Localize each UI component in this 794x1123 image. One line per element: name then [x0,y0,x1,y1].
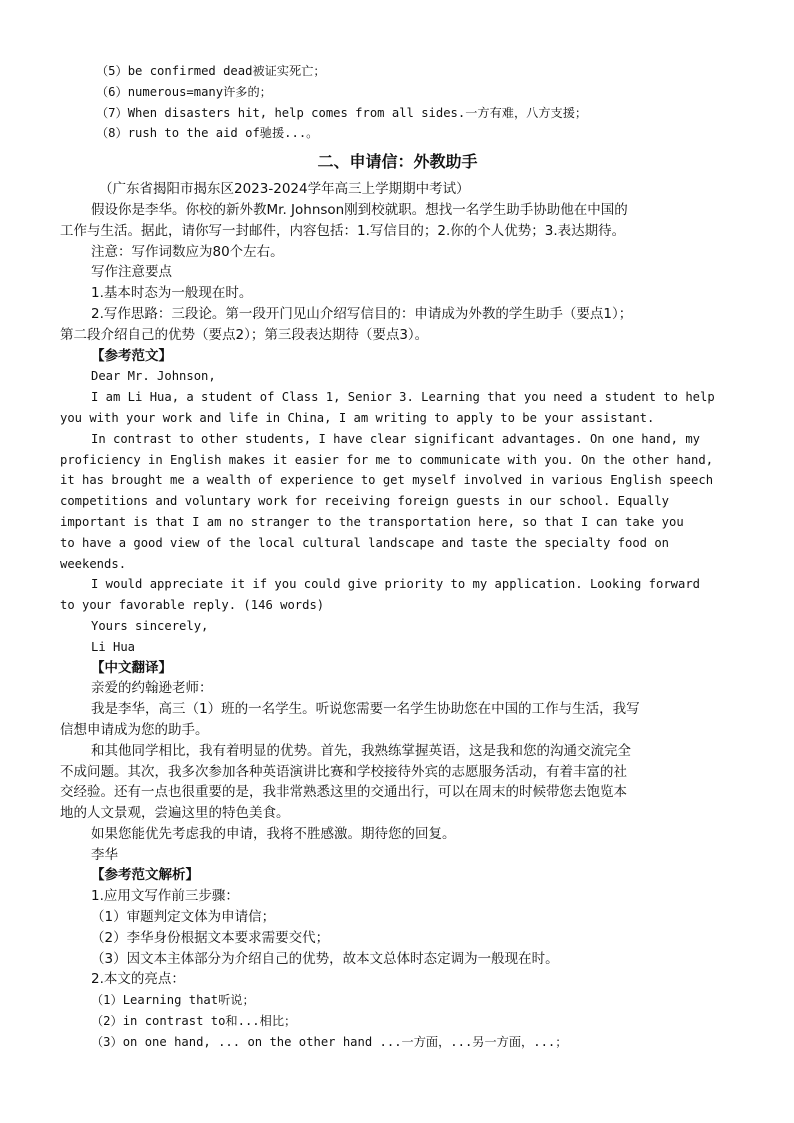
prompt-word-limit: 注意：写作词数应为80个左右。 [91,243,284,260]
letter-p2-line-3: it has brought me a wealth of experience to get myself involved in various English speech [60,473,714,488]
letter-greeting: Dear Mr. Johnson, [91,369,216,384]
analysis-step-2: （2）李华身份根据文本要求需要交代； [91,929,330,946]
notes-heading: 写作注意要点 [91,264,172,281]
analysis-step-3: （3）因文本主体部分为介绍自己的优势，故本文总体时态定调为一般现在时。 [91,950,559,967]
phrase-item-5: （5）be confirmed dead被证实死亡； [96,64,326,78]
letter-p2-line-2: proficiency in English makes it easier for me to communicate with you. On the other hand, [60,452,714,467]
highlight-3: （3）on one hand, ... on the other hand ...一方面，...另一方面，...； [91,1034,568,1049]
phrase-item-6: （6）numerous=many许多的； [96,84,272,99]
letter-p2-line-6: to have a good view of the local cultural landscape and taste the specialty food on [60,535,670,550]
translation-p2-line-1: 和其他同学相比，我有着明显的优势。首先，我熟练掌握英语，这是我和您的沟通交流完全 [91,742,631,759]
note-tense: 1.基本时态为一般现在时。 [91,285,253,302]
analysis-steps-heading: 1.应用文写作前三步骤： [91,888,239,905]
letter-p2-line-7: weekends. [60,556,127,571]
translation-p2-line-2: 不成问题。其次，我多次参加各种英语演讲比赛和学校接待外宾的志愿服务活动，有着丰富的社 [60,763,627,780]
translation-p2-line-4: 地的人文景观，尝遍这里的特色美食。 [60,805,290,822]
phrase-item-7: （7）When disasters hit, help comes from all sides.一方有难，八方支援； [96,105,588,120]
letter-signature: Li Hua [91,639,136,654]
translation-signature: 李华 [91,846,118,863]
sample-heading: 【参考范文】 [91,347,172,364]
letter-closing: Yours sincerely, [91,618,209,633]
question-source: （广东省揭阳市揭东区2023-2024学年高三上学期期中考试） [99,181,470,198]
analysis-highlights-heading: 2.本文的亮点： [91,971,185,988]
translation-p2-line-3: 交经验。还有一点也很重要的是，我非常熟悉这里的交通出行，可以在周末的时候带您去饱览本 [60,784,627,801]
letter-p3-line-1: I would appreciate it if you could give priority to my application. Looking forward [91,577,701,592]
document-page [60,61,735,1053]
letter-p1-line-2: you with your work and life in China, I am writing to apply to be your assistant. [60,410,655,425]
analysis-step-1: （1）审题判定文体为申请信； [91,909,276,926]
prompt-line-2: 工作与生活。据此，请你写一封邮件，内容包括：1.写信目的；2.你的个人优势；3.表达期待。 [60,222,626,239]
prompt-line-1: 假设你是李华。你校的新外教Mr. Johnson刚到校就职。想找一名学生助手协助他在中国的 [91,201,628,218]
note-structure-2: 第二段介绍自己的优势（要点2）；第三段表达期待（要点3）。 [60,326,429,343]
highlight-2: （2）in contrast to和...相比； [91,1014,297,1029]
translation-p3: 如果您能优先考虑我的申请，我将不胜感激。期待您的回复。 [91,825,456,842]
letter-p2-line-1: In contrast to other students, I have clear significant advantages. On one hand, my [91,431,701,446]
letter-p1-line-1: I am Li Hua, a student of Class 1, Senior 3. Learning that you need a student to help [91,390,715,405]
translation-p1-line-2: 信想申请成为您的助手。 [60,721,209,738]
section-title: 二、申请信：外教助手 [317,152,478,172]
analysis-heading: 【参考范文解析】 [91,867,199,884]
translation-greeting: 亲爱的约翰逊老师： [91,680,213,697]
highlight-1: （1）Learning that听说； [91,993,255,1008]
note-structure-1: 2.写作思路：三段论。第一段开门见山介绍写信目的：申请成为外教的学生助手（要点1）； [91,305,633,322]
translation-heading: 【中文翻译】 [91,659,172,676]
letter-p3-line-2: to your favorable reply. (146 words) [60,598,325,613]
translation-p1-line-1: 我是李华，高三（1）班的一名学生。听说您需要一名学生协助您在中国的工作与生活，我写 [91,701,640,718]
phrase-item-8: （8）rush to the aid of驰援...。 [96,126,319,141]
letter-p2-line-4: competitions and voluntary work for receiving foreign guests in our school. Equally [60,494,670,509]
letter-p2-line-5: important is that I am no stranger to the transportation here, so that I can take you [60,514,684,529]
